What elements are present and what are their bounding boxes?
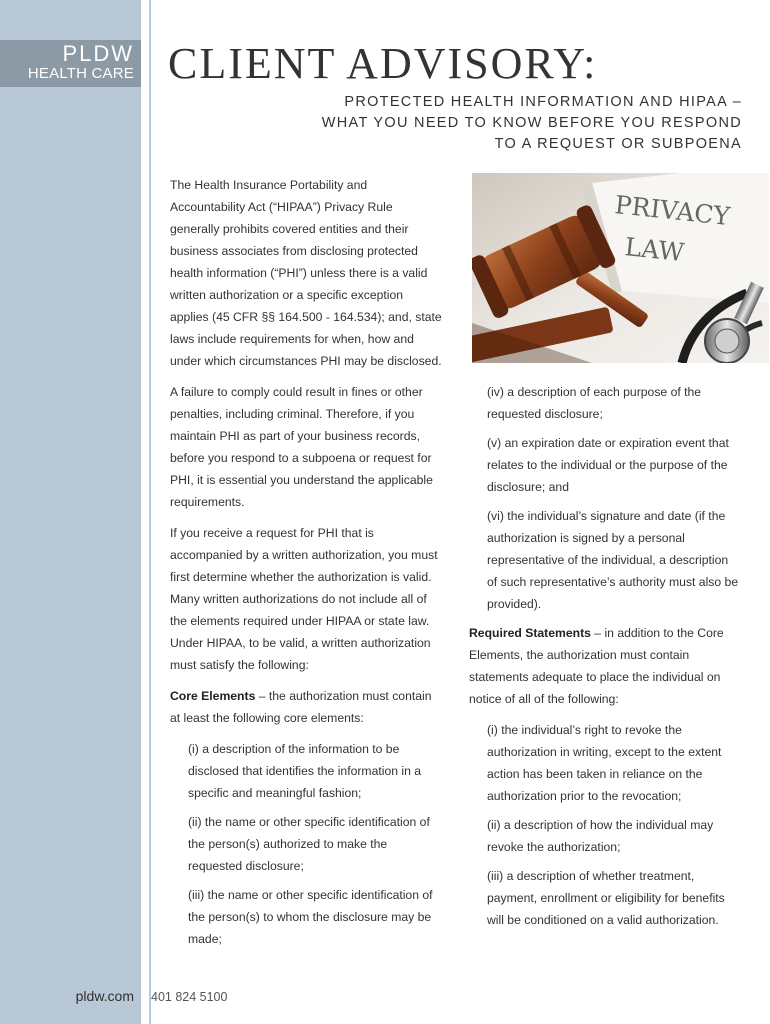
left-column: [170, 174, 442, 957]
subtitle-line-3: TO A REQUEST OR SUBPOENA: [494, 136, 742, 152]
required-statement-i: (i) the individual’s right to revoke the authorization in writing, except to the extent action has been taken in reliance on the authorization prior to the revocation;: [487, 723, 722, 803]
page-subtitle: [182, 92, 742, 155]
intro-paragraph: The Health Insurance Portability and Accountability Act (“HIPAA”) Privacy Rule generally prohibits covered entities and their business associates from disclosing protected health information (“PHI”) unless there is a valid written authorization or a specific exception applies (45 CFR §§ 164.500 - 164.534); and, state laws include requirements for when, how and under which circumstances PHI may be disclosed.: [170, 178, 442, 368]
photo-text-privacy: PRIVACY: [613, 190, 732, 232]
core-element-iii: (iii) the name or other specific identification of the person(s) to whom the disclosure may be made;: [188, 888, 433, 946]
brand-subtitle: HEALTH CARE: [27, 65, 134, 82]
core-elements-label: Core Elements: [170, 689, 256, 703]
page-title: CLIENT ADVISORY:: [168, 39, 598, 88]
core-elements-paragraph: [170, 685, 442, 729]
brand-logo: [0, 40, 141, 87]
core-element-vi: (vi) the individual’s signature and date (if the authorization is signed by a personal representative of the individual, a description of such representative’s authority must also be provided).: [487, 509, 739, 611]
required-statements-paragraph: [469, 622, 741, 710]
required-statements-label: Required Statements: [469, 626, 591, 640]
required-statement-iii: (iii) a description of whether treatment, payment, enrollment or eligibility for benefits will be conditioned on a valid authorization.: [487, 869, 725, 927]
photo-text-law: LAW: [623, 232, 686, 268]
core-element-ii: (ii) the name or other specific identification of the person(s) authorized to make the requested disclosure;: [188, 815, 430, 873]
subtitle-line-2: WHAT YOU NEED TO KNOW BEFORE YOU RESPOND: [321, 115, 742, 131]
core-element-iv: (iv) a description of each purpose of the requested disclosure;: [487, 385, 702, 421]
core-elements-text: – the authorization must contain at least the following core elements:: [170, 689, 432, 725]
penalties-paragraph: A failure to comply could result in fines or other penalties, including criminal. Therefore, if you maintain PHI as part of your business records, before you respond to a subpoena or request for PHI, it is essential you understand the applicable requirements.: [170, 385, 433, 509]
core-element-v: (v) an expiration date or expiration event that relates to the individual or the purpose of the disclosure; and: [487, 436, 729, 494]
footer-website: pldw.com: [75, 988, 134, 1004]
required-statements-text: – in addition to the Core Elements, the authorization must contain statements adequate to place the individual on notice of all of the following:: [469, 626, 724, 706]
required-statement-ii: (ii) a description of how the individual may revoke the authorization;: [487, 818, 714, 854]
sidebar-rule: [149, 0, 151, 1024]
subtitle-line-1: PROTECTED HEALTH INFORMATION AND HIPAA –: [344, 94, 742, 110]
brand-name: PLDW: [62, 41, 134, 66]
authorization-paragraph: If you receive a request for PHI that is accompanied by a written authorization, you must first determine whether the authorization is valid. Many written authorizations do not include all of the elements required under HIPAA or state law. Under HIPAA, to be valid, a written authorization must satisfy the following:: [170, 526, 438, 672]
right-column: [469, 381, 741, 938]
left-sidebar: [0, 0, 141, 1024]
footer-phone: 401 824 5100: [151, 990, 228, 1004]
core-element-i: (i) a description of the information to be disclosed that identifies the information in a specific and meaningful fashion;: [188, 742, 422, 800]
privacy-law-photo: [472, 173, 769, 363]
